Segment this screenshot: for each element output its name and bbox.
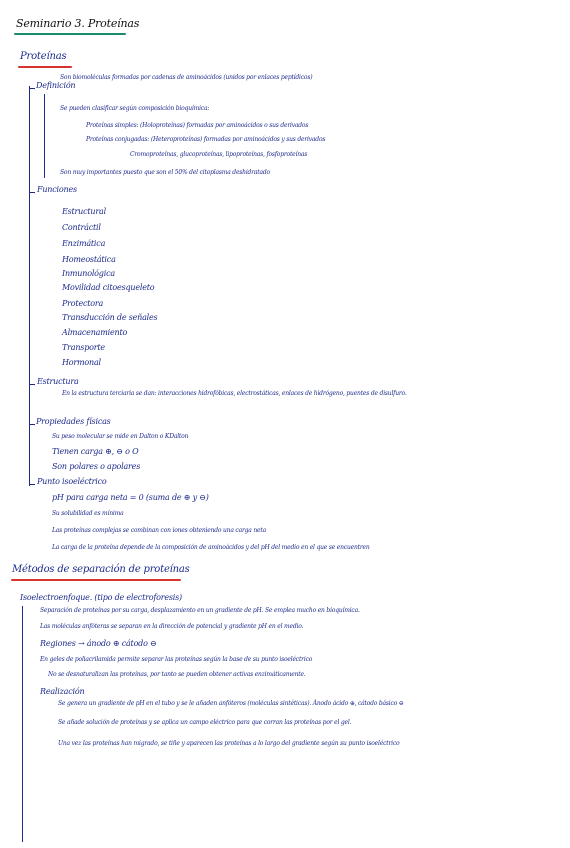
punto-item: La carga de la proteína depende de la composición de aminoácidos y del pH del medio en el que se encuentren (52, 544, 370, 551)
propiedades-label: Propiedades físicas (36, 417, 111, 426)
definicion-item: Son muy importantes puesto que son el 50% del citoplasma deshidratado (60, 169, 270, 176)
realizacion-item: Se añade solución de proteínas y se aplica un campo eléctrico para que corran las proteínas por el gel. (58, 719, 352, 726)
branch-line (29, 88, 35, 89)
definicion-item: Proteínas simples: (Holoproteínas) formadas por aminoácidos o sus derivados (86, 122, 309, 129)
definicion-label: Definición (36, 81, 76, 90)
branch-line (29, 384, 35, 385)
funcion-item: Estructural (62, 207, 106, 216)
estructura-label: Estructura (37, 377, 79, 386)
propiedades-item: Son polares o apolares (52, 462, 141, 471)
isoelectroenfoque-item: Regiones → ánodo ⊕ cátodo ⊖ (40, 639, 157, 648)
punto-item: pH para carga neta = 0 (suma de ⊕ y ⊖) (52, 493, 209, 502)
branch-line (29, 484, 35, 485)
realizacion-item: Se genera un gradiente de pH en el tubo y se le añaden anfóteros (moléculas sintéticas). Ánodo ácido ⊕, cátodo básico ⊖ (58, 700, 404, 707)
punto-label: Punto isoeléctrico (37, 477, 107, 486)
branch-line (29, 424, 35, 425)
definicion-item: Se pueden clasificar según composición bioquímica: (60, 105, 210, 112)
propiedades-item: Tienen carga ⊕, ⊖ o O (52, 447, 139, 456)
punto-item: Su solubilidad es mínima (52, 510, 124, 517)
funcion-item: Hormonal (62, 358, 101, 367)
isoelectroenfoque-item: Las moléculas anfóteras se separan en la dirección de potencial y gradiente pH en el medio. (40, 623, 304, 630)
definicion-subbracket (44, 94, 45, 178)
funcion-item: Transducción de señales (62, 313, 158, 322)
outline-bracket-2 (22, 606, 23, 842)
funcion-item: Enzimática (62, 239, 106, 248)
funcion-item: Protectora (62, 299, 104, 308)
funcion-item: Homeostática (62, 255, 116, 264)
realizacion-label: Realización (40, 687, 85, 696)
funcion-item: Contráctil (62, 223, 101, 232)
branch-line (29, 192, 35, 193)
section-heading-proteinas: Proteínas (20, 51, 67, 62)
definicion-item: Son biomoléculas formadas por cadenas de aminoácidos (unidos por enlaces peptídicos) (60, 74, 313, 81)
definicion-item: Cromoproteínas, glucoproteínas, lipoproteínas, fosfoproteínas (130, 151, 308, 158)
funcion-item: Almacenamiento (62, 328, 128, 337)
realizacion-item: Una vez las proteínas han migrado, se tiñe y aparecen las proteínas a lo largo del gradiente según su punto isoeléctrico (58, 740, 400, 747)
isoelectroenfoque-label: Isoelectroenfoque. (tipo de electroforesis) (20, 593, 182, 602)
funciones-label: Funciones (37, 185, 77, 194)
page-title: Seminario 3. Proteínas (16, 17, 140, 30)
funcion-item: Movilidad citoesqueleto (62, 283, 155, 292)
funcion-item: Transporte (62, 343, 105, 352)
title-underline (14, 33, 126, 35)
isoelectroenfoque-item: En geles de poliacrilamida permite separar las proteínas según la base de su punto isoeléctrico (40, 656, 313, 663)
isoelectroenfoque-item: Separación de proteínas por su carga, desplazamiento en un gradiente de pH. Se emplea mucho en bioquímica. (40, 607, 360, 614)
estructura-item: En la estructura terciaria se dan: interacciones hidrofóbicas, electrostáticas, enlaces de hidrógeno, puentes de disulfuro. (62, 390, 407, 397)
section-heading-metodos: Métodos de separación de proteínas (12, 564, 190, 575)
funcion-item: Inmunológica (62, 269, 115, 278)
section-underline-proteinas (18, 66, 72, 68)
section-underline-metodos (11, 579, 181, 581)
definicion-item: Proteínas conjugadas: (Heteroproteínas) formadas por aminoácidos y sus derivados (86, 136, 326, 143)
propiedades-item: Su peso molecular se mide en Dalton o KDalton (52, 433, 189, 440)
punto-item: Las proteínas complejas se combinan con iones obteniendo una carga neta (52, 527, 266, 534)
isoelectroenfoque-item: No se desnaturalizan las proteínas, por tanto se pueden obtener activas enzimáticamente. (48, 671, 306, 678)
outline-bracket (29, 86, 30, 486)
